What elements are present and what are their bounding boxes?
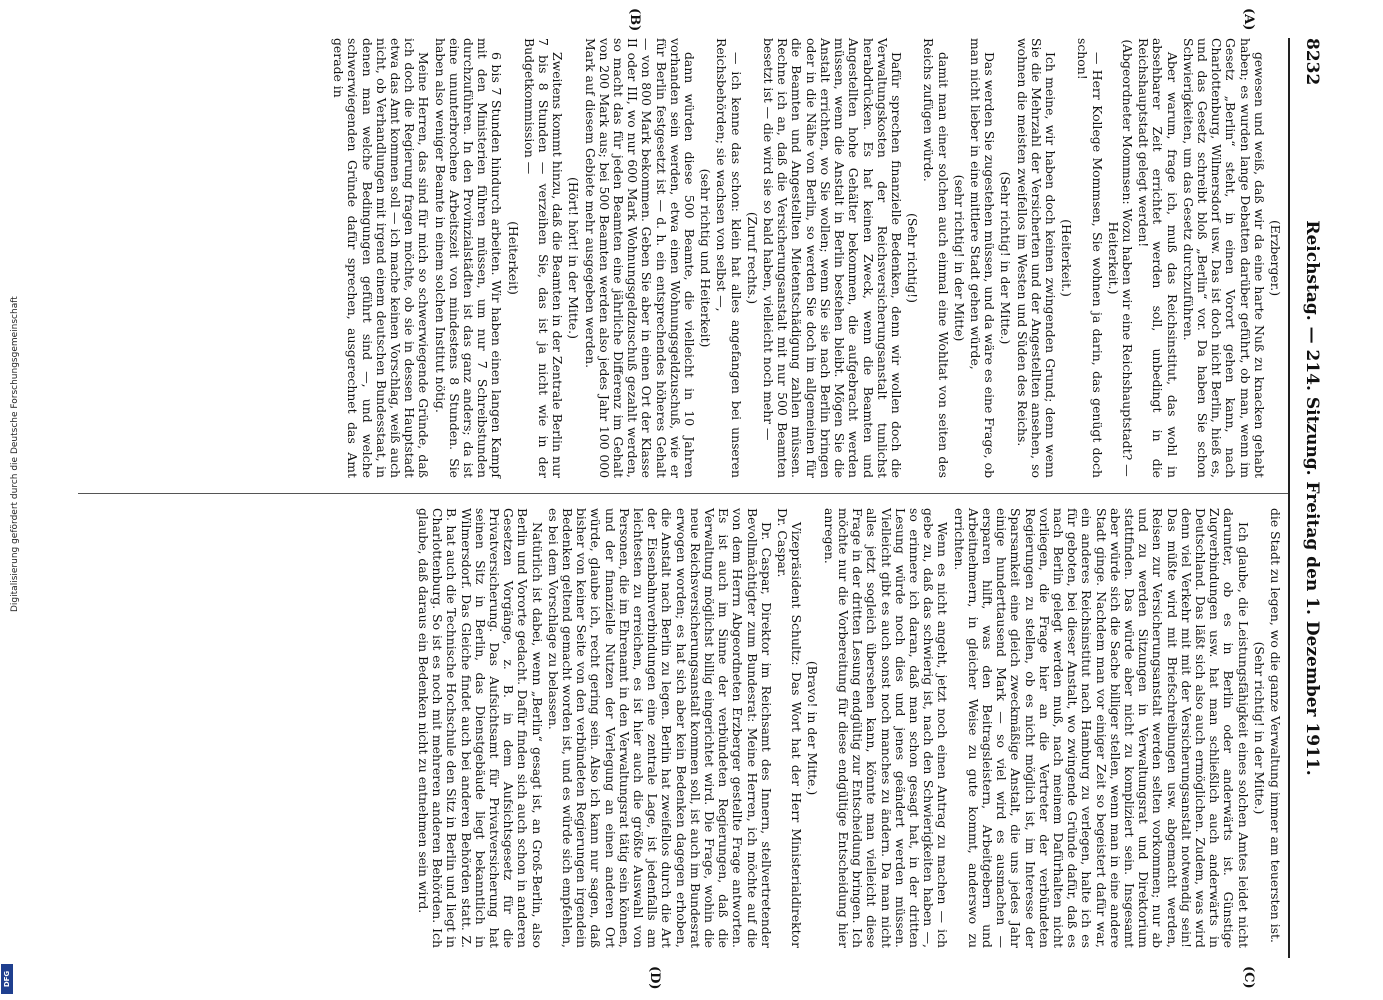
- paragraph: Natürlich ist dabei, wenn „Berlin“ gesagt ist, an Groß-Berlin, also Berlin und Vororte gedacht. Dafür finden sich auch schon in anderen Gesetzen Vorgänge, z. B. in dem Aufsichtsgesetz für die Privatversicherung. Das Aufsichtsamt für Privatversicherung hat seinen Sitz in Berlin, das Dienstgebäude liegt bekanntlich in Wilmersdorf. Das Gleiche findet auch bei anderen Behörden statt. Z. B. hat auch die Technische Hochschule den Sitz in Berlin und liegt in Charlottenburg. So ist es noch mit mehreren anderen Behörden. Ich glaube, daß daraus ein Bedenken nicht zu entnehmen sein wird.: [416, 508, 545, 948]
- paragraph: — ich kenne das schon: klein hat alles angefangen bei unseren Reichsbehörden; sie wachsen von selbst —,: [714, 38, 744, 478]
- interjection: (Heiterkeit): [505, 221, 521, 295]
- speaker-tag: (Erzberger.): [1268, 219, 1283, 297]
- speaker-announcement: Vizepräsident Schultz: Das Wort hat der Herr Ministerialdirektor Dr. Caspar.: [775, 508, 805, 948]
- paragraph: Dr. Caspar, Direktor im Reichsamt des Innern, stellvertretender Bevollmächtigter zum Bundesrat: Meine Herren, ich möchte auf die von dem Herrn Abgeordneten Erzberger gestellte Frage antworten. Es ist auch im Sinne der verbündeten Regierungen, daß die Verwaltung möglichst billig eingerichtet wird. Die Frage, wohin die neue Reichsversicherungsanstalt kommen soll, ist auch im Bundesrat erwogen worden; es hat sich aber kein Bedenken dagegen erhoben, die Anstalt nach Berlin zu legen. Berlin hat zweifellos durch die Art der Eisenbahnverbindungen eine zentrale Lage, ist jedenfalls am leichtesten zu erreichen, es ist hier auch die größte Auswahl von Personen, die im Ehrenamt in den Verwaltungsrat tätig sein können, und der finanzielle Nutzen der Verlegung an einen anderen Ort würde, glaube ich, recht gering sein. Also ich kann nur sagen, daß bisher von keiner Seite von den verbündeten Regierungen irgendein Bedenken geltend gemacht worden ist, und es würde sich empfehlen, es bei dem Vorschlage zu belassen.: [545, 508, 774, 948]
- interjection: (Bravo! in der Mitte.): [805, 660, 821, 796]
- interjection: (Zuruf rechts.): [744, 211, 760, 305]
- interjection: (Sehr richtig! in der Mitte.): [998, 171, 1014, 345]
- interjection: (Sehr richtig!): [905, 213, 921, 303]
- rotated-page-content: [77, 8, 1322, 990]
- paragraph: dann würden diese 500 Beamte, die vielleicht in 10 Jahren vorhanden sein werden, etwa einen Wohnungsgeldzuschuß, wie er für Berlin festgesetzt ist — d. h. ein entsprechendes höheres Gehalt — von 800 Mark bekommen. Geben Sie aber in einen Ort der Klasse II oder III, wo nur 600 Mark Wohnungsgeldzuschuß gezahlt werden, so macht das für jeden Beamten eine jährliche Differenz im Gehalt von 200 Mark aus; bei 500 Beamten werden also jedes Jahr 100 000 Mark auf diesem Gebiete mehr ausgegeben werden.: [582, 38, 698, 478]
- paragraph: Ich meine, wir haben doch keinen zwingenden Grund; denn wenn Sie die Mehrzahl der Versicherten und der Angestellten ansehen, so wohnen die meisten zweifellos im Westen und Süden des Reichs.: [1014, 38, 1058, 478]
- margin-mark-c: (C): [1241, 966, 1256, 989]
- dfg-logo-text: DFG: [3, 970, 11, 988]
- paragraph: Zweitens kommt hinzu, daß die Beamten in der Zentrale Berlin nur 7 bis 8 Stunden — verzeihen Sie, das ist ja nicht wie in der Budgetkommission —: [521, 38, 566, 478]
- column-divider: [78, 493, 1288, 494]
- header-rule: [1288, 38, 1290, 958]
- margin-mark-b: (B): [627, 8, 642, 32]
- paragraph: Aber warum, frage ich, muß das Reichsinstitut, das wohl in absehbarer Zeit errichtet werden soll, unbedingt in die Reichshauptstadt gelegt werden!: [1136, 38, 1180, 478]
- dfg-logo: [1, 964, 13, 994]
- left-column: [329, 38, 1282, 478]
- page-number: 8232: [1302, 38, 1322, 86]
- paragraph: Ich glaube, die Leistungsfähigkeit eines solchen Amtes leidet nicht darunter, ob es in Berlin oder anderwärts ist. Günstige Zugverbindungen usw. hat man schließlich auch anderwärts in Deutschland. Das läßt sich also auch ermöglichen. Zudem, was wird denn viel Verkehr mit mit der Versicherungsanstalt notwendig sein! Das müßte wird mit Briefschreibungen usw. abgemacht werden, Reisen zur Versicherungsanstalt werden selten vorkommen; nur ab und zu werden Sitzungen in Verwaltungsrat und Direktorium stattfinden. Das würde aber nicht zu kompliziert sein. Insgesamt aber würde sich die Sache billiger stellen, wenn man in eine andere Stadt ginge. Nachdem man vor einiger Zeit so begeistert dafür war, ein anderes Reichsinstitut nach Hamburg zu verlegen, halte ich es für geboten, bei dieser Anstalt, wo zwingende Gründe dafür, daß es nach Berlin gelegt werden muß, nach meinem Dafürhalten nicht vorliegen, die Frage hier an die Vertreter der verbündeten Regierungen zu stellen, ob es nicht möglich ist, im Interesse der Sparsamkeit eine gleich zweckmäßige Anstalt, die uns jedes Jahr einige hunderttausend Mark — so viel wird es ausmachen — ersparen hilft, was den Beitragsleistern, Arbeitgebern und Arbeitnehmern, in gleicher Weise zu gute kommt, anderswo zu errichten.: [951, 508, 1251, 948]
- digitization-note: Digitalisierung gefördert durch die Deutsche Forschungsgemeinschaft: [10, 296, 20, 612]
- interjection: (Hört! hört! in der Mitte.): [566, 177, 582, 339]
- page-header: [1294, 38, 1322, 958]
- interjection: (sehr richtig und Heiterkeit): [698, 168, 714, 348]
- paragraph: Das werden Sie zugestehen müssen, und da wäre es eine Frage, ob man nicht lieber in eine mittlere Stadt gehen würde,: [967, 38, 998, 478]
- interjection: (Heiterkeit.): [1059, 219, 1075, 297]
- right-column: [414, 508, 1282, 948]
- paragraph: — Herr Kollege Mommsen, Sie wohnen ja darin, das genügt doch schon!: [1075, 38, 1105, 478]
- interjection: (Abgeordneter Mommsen: Wozu haben wir eine Reichshauptstadt? — Heiterkeit.): [1105, 39, 1135, 477]
- paragraph: Meine Herren, das sind für mich so schwerwiegende Gründe, daß ich doch die Regierung fragen möchte, ob sie in dessen Hauptstadt etwa das Amt kommen soll — ich mache keinen Vorschlag, weiß auch nicht, ob Verhandlungen mit irgend einem deutschen Bundesstaat, in denen man welche Bedingungen geführt sind —, und welche schwerwiegenden Gründe dafür sprechen, ausgerechnet das Amt gerade in: [331, 38, 432, 478]
- paragraph: damit man einer solchen auch einmal eine Wohltat von seiten des Reichs zufügen würde.: [921, 38, 951, 478]
- paragraph: Wenn es nicht angeht, jetzt noch einen Antrag zu machen — ich gebe zu, daß das schwierig ist, nach den Schwierigkeiten haben —, so erinnere ich daran, daß man schon gesagt hat, in der dritten Lesung würde noch dies und jenes geändert werden müssen. Vielleicht gibt es auch sonst noch manches zu ändern. Da man nicht alles jetzt sogleich übersehen kann, könnte man vielleicht diese Frage in der dritten Lesung endgültig zur Entscheidung bringen. Ich möchte nur die Vorbereitung für diese endgültige Entscheidung hier anregen.: [821, 508, 951, 948]
- paragraph: Dafür sprechen finanzielle Bedenken, denn wir wollen doch die Verwaltungskosten der Reichsversicherungsanstalt tunlichst herabdrücken. Es hat keinen Zweck, wenn die Beamten und Angestellten hohe Gehälter bekommen, die aufgebracht werden müssen, wenn die Anstalt in Berlin bestehen bleibt. Mögen Sie die Anstalt errichten, wo Sie wollen; wenn Sie sie nach Berlin bringen oder in die Nähe von Berlin, so werden Sie doch im allgemeinen für die Beamten und Angestellten Mietentschädigung zahlen müssen. Rechne ich an, daß die Versicherungsanstalt mit nur 500 Beamten besetzt ist — die wird sie so bald haben, vielleicht noch mehr —: [761, 38, 904, 478]
- margin-mark-a: (A): [1241, 8, 1256, 31]
- interjection: (sehr richtig! in der Mitte): [951, 174, 967, 342]
- paragraph: 6 bis 7 Stunden hindurch arbeiten. Wir haben einen langen Kampf mit den Ministerien führen müssen, um nur 7 Schreibstunden durchzuführen. In den Provinzialstädten ist das ganz anders; da ist eine ununterbrochene Arbeitszeit von mindestens 8 Stunden. Sie haben also weniger Beamte in einem solchen Institut nötig.: [432, 38, 505, 478]
- paragraph: die Stadt zu legen, wo die ganze Verwaltung immer am teuersten ist.: [1268, 508, 1283, 943]
- page-title: Reichstag. — 214. Sitzung. Freitag den 1. Dezember 1911.: [1302, 220, 1322, 776]
- paragraph: gewesen und weiß, daß wir da eine harte Nuß zu knacken gehabt haben; es wurden lange Debatten darüber geführt, ob man, wenn im Gesetz „Berlin“ steht, in einen Vorort gehen kann, nach Charlottenburg, Wilmersdorf usw. Das ist doch nicht Berlin, hieß es, und das Gesetz schreibt bloß „Berlin“ vor. Da haben Sie schon Schwierigkeiten, um das Gesetz durchzuführen.: [1180, 38, 1267, 478]
- interjection: (Sehr richtig! in der Mitte.): [1251, 641, 1267, 815]
- margin-mark-d: (D): [647, 966, 662, 990]
